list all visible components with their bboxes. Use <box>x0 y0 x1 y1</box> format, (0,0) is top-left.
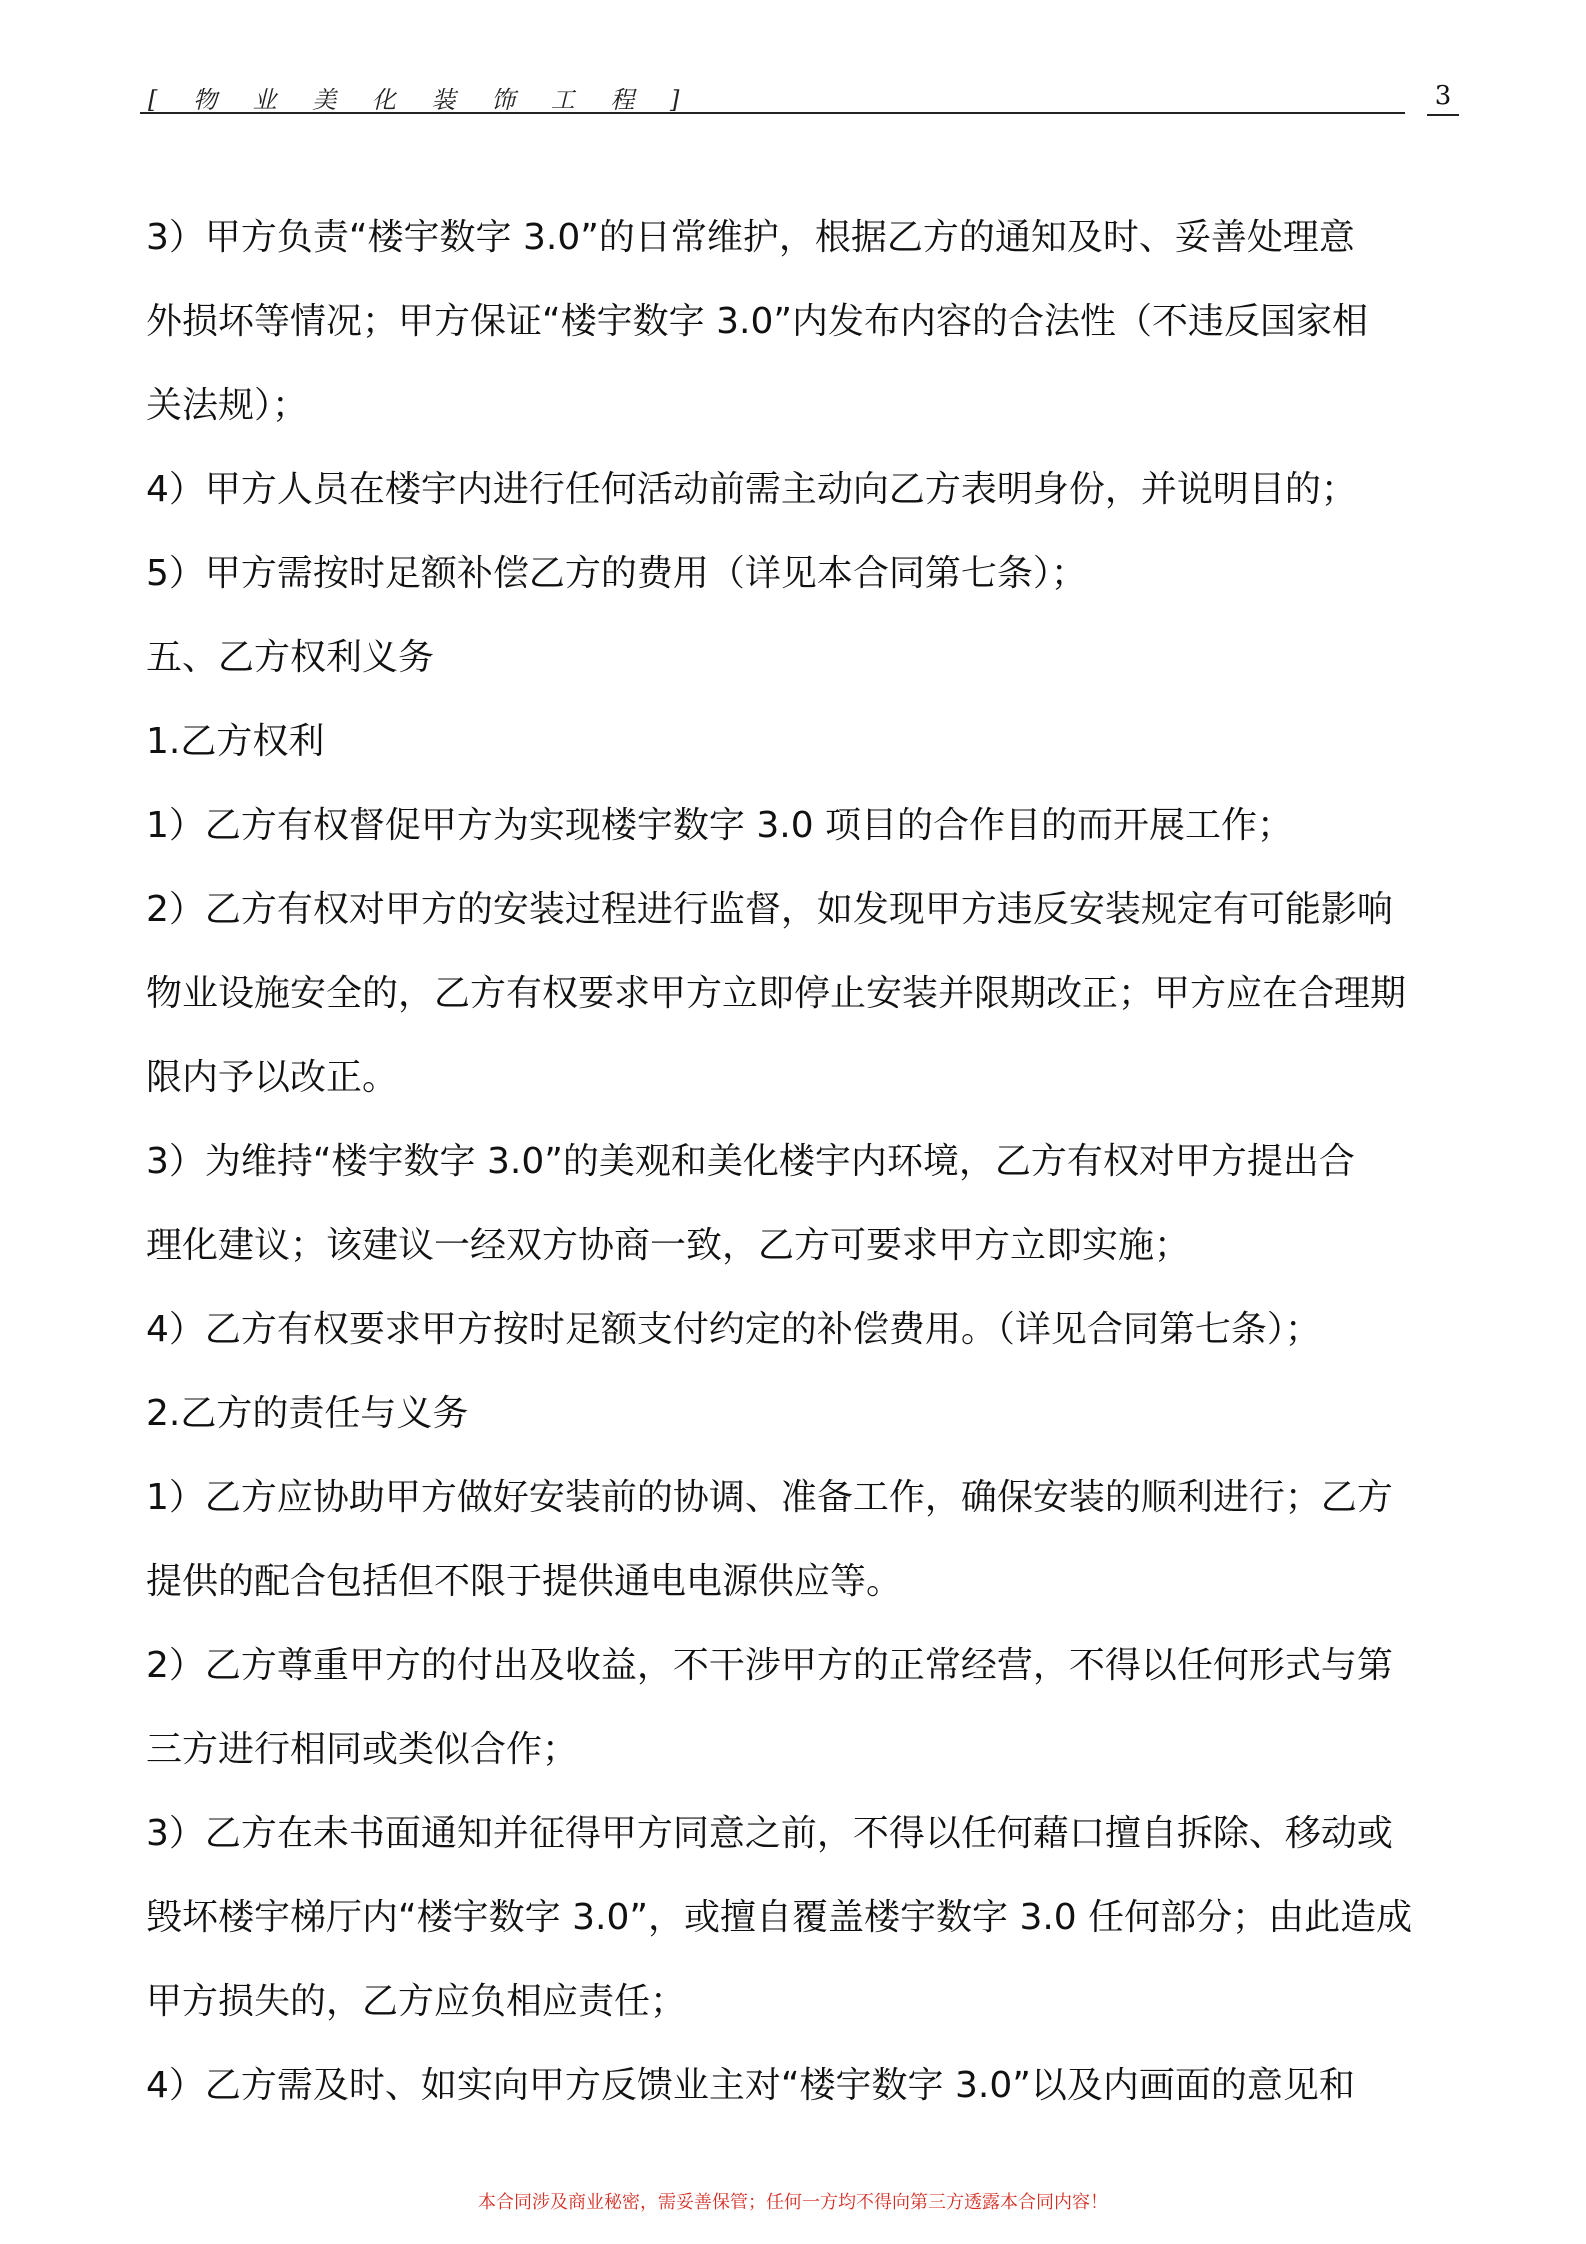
text-line: 3）甲方负责“楼宇数字 3.0”的日常维护，根据乙方的通知及时、妥善处理意 <box>146 217 1355 258</box>
text-line: 物业设施安全的，乙方有权要求甲方立即停止安装并限期改正；甲方应在合理期 <box>146 973 1407 1014</box>
text-line: 3）为维持“楼宇数字 3.0”的美观和美化楼宇内环境，乙方有权对甲方提出合 <box>146 1141 1355 1182</box>
page-header <box>140 74 1456 114</box>
text-line: 4）乙方有权要求甲方按时足额支付约定的补偿费用。（详见合同第七条）； <box>146 1309 1321 1350</box>
text-line: 4）甲方人员在楼宇内进行任何活动前需主动向乙方表明身份，并说明目的； <box>146 469 1357 510</box>
text-line: 关法规）； <box>146 385 309 426</box>
text-line: 甲方损失的，乙方应负相应责任； <box>146 1981 687 2022</box>
header-title: [ 物 业 美 化 装 饰 工 程 ] <box>148 86 694 114</box>
header-divider <box>140 112 1405 114</box>
subsection-heading: 2.乙方的责任与义务 <box>146 1393 469 1434</box>
text-line: 三方进行相同或类似合作； <box>146 1729 579 1770</box>
text-line: 2）乙方尊重甲方的付出及收益，不干涉甲方的正常经营，不得以任何形式与第 <box>146 1645 1393 1686</box>
text-line: 限内予以改正。 <box>146 1057 399 1098</box>
subsection-heading: 1.乙方权利 <box>146 721 325 762</box>
text-line: 理化建议；该建议一经双方协商一致，乙方可要求甲方立即实施； <box>146 1225 1191 1266</box>
text-line: 4）乙方需及时、如实向甲方反馈业主对“楼宇数字 3.0”以及内画面的意见和 <box>146 2065 1355 2106</box>
text-line: 毁坏楼宇梯厅内“楼宇数字 3.0”，或擅自覆盖楼宇数字 3.0 任何部分；由此造成 <box>146 1897 1413 1938</box>
text-line: 提供的配合包括但不限于提供通电电源供应等。 <box>146 1561 903 1602</box>
text-line: 2）乙方有权对甲方的安装过程进行监督，如发现甲方违反安装规定有可能影响 <box>146 889 1393 930</box>
text-line: 5）甲方需按时足额补偿乙方的费用（详见本合同第七条）； <box>146 553 1087 594</box>
document-body <box>146 196 1456 2128</box>
page-number: 3 <box>1427 78 1459 116</box>
section-heading: 五、乙方权利义务 <box>146 637 435 678</box>
text-line: 1）乙方有权督促甲方为实现楼宇数字 3.0 项目的合作目的而开展工作； <box>146 805 1294 846</box>
text-line: 3）乙方在未书面通知并征得甲方同意之前，不得以任何藉口擅自拆除、移动或 <box>146 1813 1393 1854</box>
text-line: 外损坏等情况；甲方保证“楼宇数字 3.0”内发布内容的合法性（不违反国家相 <box>146 301 1368 342</box>
confidentiality-footer: 本合同涉及商业秘密，需妥善保管；任何一方均不得向第三方透露本合同内容！ <box>478 2192 1108 2213</box>
text-line: 1）乙方应协助甲方做好安装前的协调、准备工作，确保安装的顺利进行；乙方 <box>146 1477 1393 1518</box>
